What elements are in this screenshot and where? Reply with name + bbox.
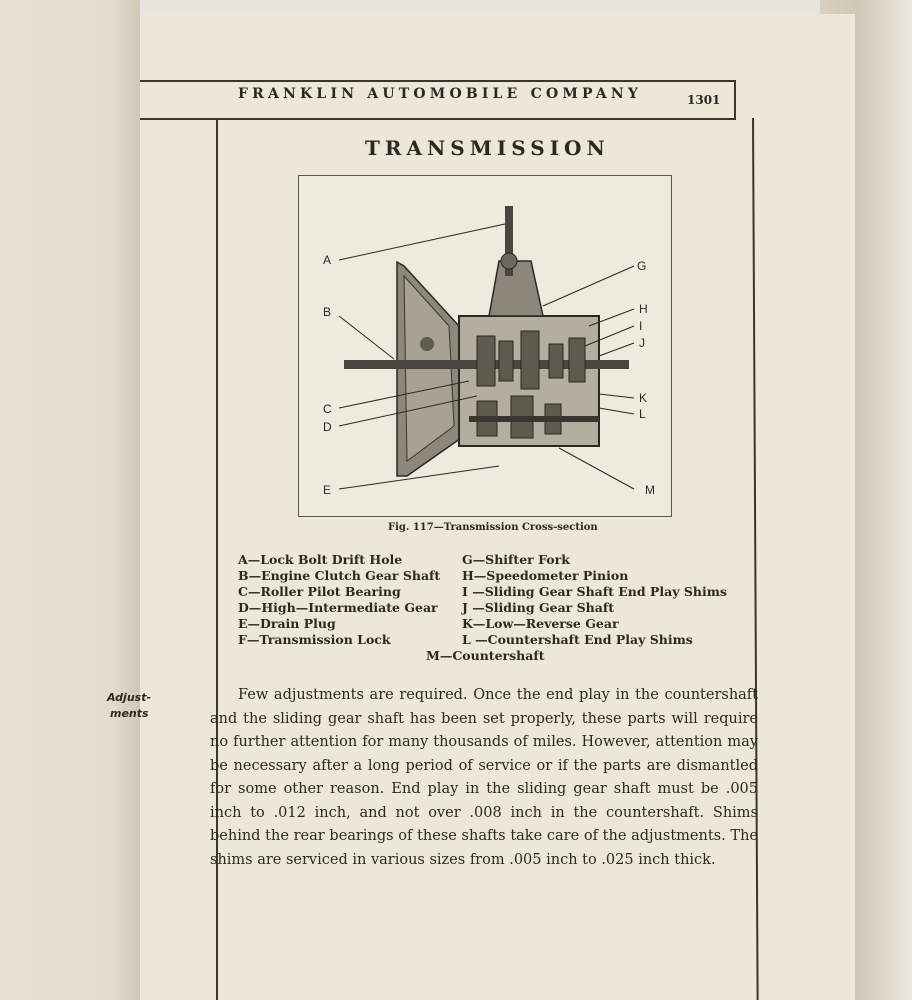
- legend-item: L —Countershaft End Play Shims: [462, 632, 693, 647]
- legend-left: [238, 552, 440, 648]
- legend-item: G—Shifter Fork: [462, 552, 570, 567]
- legend-item: F—Transmission Lock: [238, 632, 391, 647]
- margin-note-line: ments: [110, 707, 149, 720]
- header-bottom-rule: [140, 118, 736, 120]
- header-company: FRANKLIN AUTOMOBILE COMPANY: [238, 86, 643, 102]
- body-paragraph: [210, 684, 758, 872]
- callout-h: H: [639, 302, 648, 316]
- callout-b: B: [323, 305, 332, 319]
- left-page: [0, 0, 140, 1000]
- callout-j: J: [639, 336, 645, 350]
- legend-item: H—Speedometer Pinion: [462, 568, 629, 583]
- housing-bolt: [420, 337, 434, 351]
- callout-d: D: [323, 420, 332, 434]
- callout-g: G: [637, 259, 647, 273]
- callout-a: A: [323, 253, 332, 267]
- legend-item: D—High—Intermediate Gear: [238, 600, 438, 615]
- margin-note-line: Adjust-: [107, 691, 152, 704]
- legend-center: [426, 648, 545, 664]
- transmission-drawing: [299, 176, 671, 516]
- margin-note: [107, 690, 151, 722]
- legend-item: K—Low—Reverse Gear: [462, 616, 619, 631]
- body-text: Few adjustments are required. Once the end play in the countershaft and the sliding gear shaft has been set properly, these parts will require no further attention for many thousands of miles. However, attention may be necessary after a long period of service or if the parts are dismantled for some other reason. End play in the sliding gear shaft must be .005 inch to .012 inch, and not over .008 inch in the countershaft. Shims behind the rear bearings of these shafts take care of the adjustments. The shims are serviced in various sizes from .005 inch to .025 inch thick.: [210, 687, 758, 868]
- header-right-rule: [734, 80, 736, 120]
- callout-k: K: [639, 391, 648, 405]
- legend-right: [462, 552, 727, 648]
- legend-item: A—Lock Bolt Drift Hole: [238, 552, 403, 567]
- shifter-tower: [489, 261, 543, 316]
- countershaft: [469, 416, 599, 422]
- header-top-rule: [140, 80, 736, 82]
- section-title: TRANSMISSION: [365, 136, 610, 160]
- legend-item: I —Sliding Gear Shaft End Play Shims: [462, 584, 727, 599]
- legend-item: M—Countershaft: [426, 648, 545, 663]
- callout-i: I: [639, 319, 643, 333]
- figure-caption: Fig. 117—Transmission Cross-section: [388, 522, 598, 533]
- callout-c: C: [323, 402, 332, 416]
- callout-e: E: [323, 483, 332, 497]
- page-number: 1301: [687, 93, 721, 107]
- legend-item: C—Roller Pilot Bearing: [238, 584, 401, 599]
- legend-item: B—Engine Clutch Gear Shaft: [238, 568, 441, 583]
- legend-item: E—Drain Plug: [238, 616, 336, 631]
- callout-l: L: [639, 407, 646, 421]
- transmission-figure: [298, 175, 672, 517]
- callout-m: M: [645, 483, 655, 497]
- legend-item: J —Sliding Gear Shaft: [462, 600, 614, 615]
